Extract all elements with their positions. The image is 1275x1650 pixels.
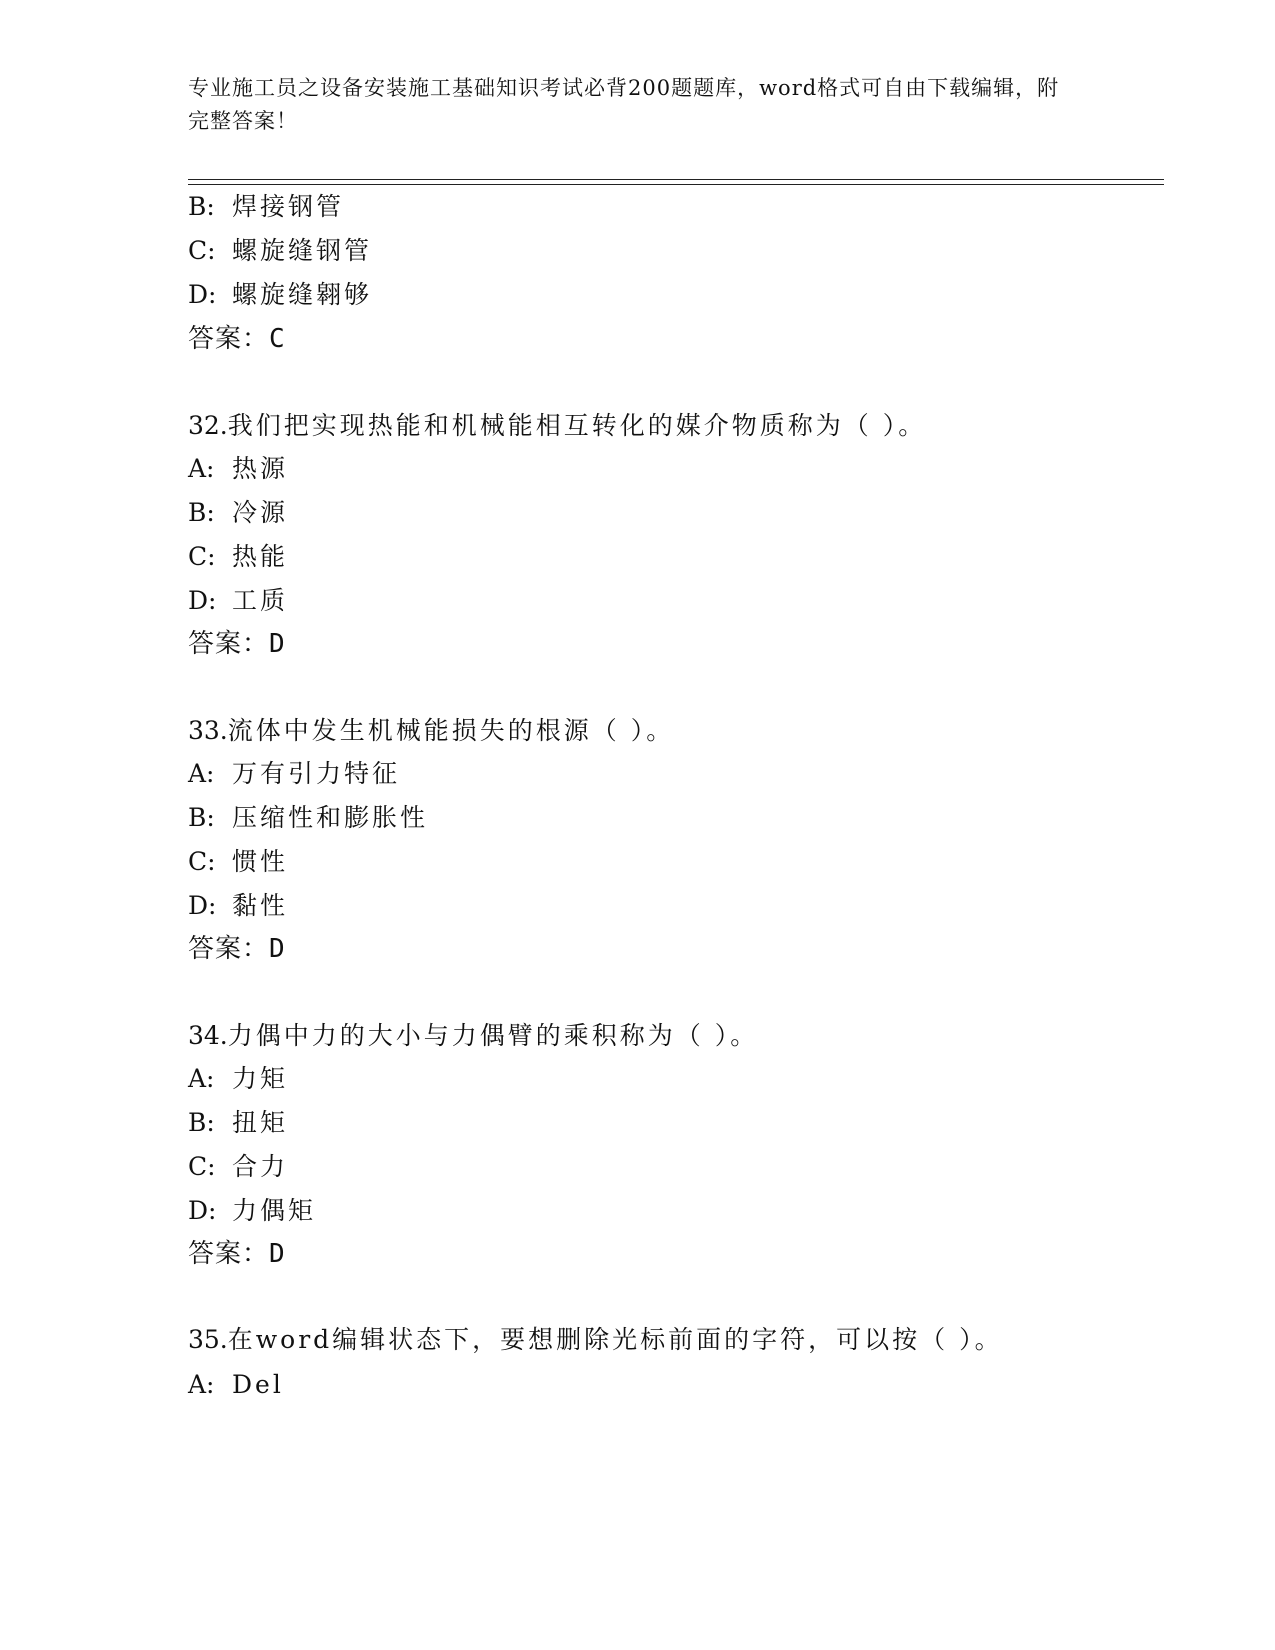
option-letter: C:	[188, 847, 216, 876]
option-letter: B:	[188, 803, 215, 832]
answer-label: 答案：	[188, 1239, 270, 1269]
option-line	[188, 845, 288, 879]
option-letter: C:	[188, 542, 216, 571]
question-line	[188, 1019, 758, 1053]
option-line	[188, 278, 372, 312]
option-text: 热源	[232, 454, 289, 483]
answer-value: D	[269, 934, 286, 964]
question-line	[188, 1323, 1003, 1357]
option-letter: A:	[188, 1064, 215, 1093]
option-line	[188, 190, 344, 224]
option-text: 焊接钢管	[232, 192, 345, 221]
option-line	[188, 889, 288, 923]
option-letter: D:	[188, 1196, 217, 1225]
option-text: 工质	[232, 586, 289, 615]
option-line	[188, 801, 428, 835]
option-line	[188, 1150, 288, 1184]
answer-label: 答案：	[188, 324, 270, 354]
answer-value: D	[269, 1239, 286, 1269]
option-letter: D:	[188, 586, 217, 615]
option-letter: D:	[188, 891, 217, 920]
option-text: 螺旋缝钢管	[232, 236, 373, 265]
question-number: 32.	[188, 411, 228, 440]
option-line	[188, 1106, 288, 1140]
question-number: 33.	[188, 716, 228, 745]
option-line	[188, 584, 288, 618]
option-letter: C:	[188, 1152, 216, 1181]
option-line	[188, 452, 288, 486]
question-line	[188, 714, 674, 748]
option-line	[188, 757, 400, 791]
option-letter: B:	[188, 192, 215, 221]
option-line	[188, 496, 288, 530]
option-text: 热能	[232, 542, 289, 571]
question-number: 34.	[188, 1021, 228, 1050]
option-letter: A:	[188, 1370, 215, 1399]
answer-value: C	[269, 324, 286, 354]
question-text: 我们把实现热能和机械能相互转化的媒介物质称为（ ）。	[227, 411, 927, 440]
option-text: 压缩性和膨胀性	[232, 803, 429, 832]
answer-line	[188, 932, 286, 966]
option-letter: D:	[188, 280, 217, 309]
option-letter: B:	[188, 498, 215, 527]
option-text: 冷源	[232, 498, 289, 527]
option-line	[188, 540, 288, 574]
header-rule-top	[188, 179, 1164, 180]
option-letter: A:	[188, 759, 215, 788]
option-text: Del	[232, 1370, 284, 1399]
option-line	[188, 1194, 316, 1228]
question-number: 35.	[188, 1325, 228, 1354]
option-letter: A:	[188, 454, 215, 483]
option-line	[188, 1062, 288, 1096]
option-text: 万有引力特征	[232, 759, 401, 788]
question-text: 在word编辑状态下，要想删除光标前面的字符，可以按（ ）。	[227, 1325, 1003, 1354]
option-letter: B:	[188, 1108, 215, 1137]
answer-value: D	[269, 629, 286, 659]
answer-label: 答案：	[188, 934, 270, 964]
question-line	[188, 409, 926, 443]
answer-line	[188, 627, 286, 661]
option-text: 黏性	[232, 891, 289, 920]
page-header: 专业施工员之设备安装施工基础知识考试必背200题题库，word格式可自由下载编辑，附完整答案！	[188, 76, 1060, 133]
answer-label: 答案：	[188, 629, 270, 659]
header-rule-bottom	[188, 184, 1164, 185]
option-text: 力矩	[232, 1064, 289, 1093]
option-text: 惯性	[232, 847, 289, 876]
question-text: 流体中发生机械能损失的根源（ ）。	[227, 716, 675, 745]
option-line	[188, 1368, 284, 1402]
option-text: 合力	[232, 1152, 289, 1181]
option-letter: C:	[188, 236, 216, 265]
option-text: 力偶矩	[232, 1196, 317, 1225]
option-text: 扭矩	[232, 1108, 289, 1137]
question-text: 力偶中力的大小与力偶臂的乘积称为（ ）。	[227, 1021, 759, 1050]
option-text: 螺旋缝翱够	[232, 280, 373, 309]
answer-line	[188, 322, 286, 356]
option-line	[188, 234, 372, 268]
answer-line	[188, 1237, 286, 1271]
